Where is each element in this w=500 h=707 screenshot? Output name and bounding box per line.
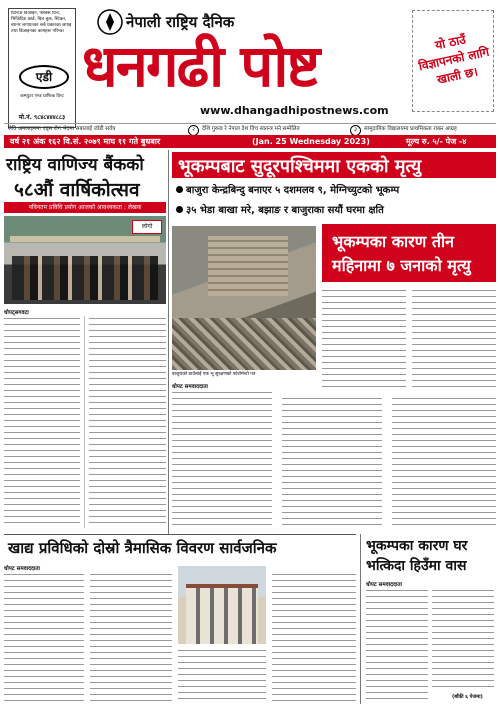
masthead-website: www.dhangadhipostnews.com: [200, 104, 389, 117]
story5-col1: [366, 588, 428, 702]
masthead-title: धनगढी पोष्ट: [82, 32, 319, 100]
story2-headline: भूकम्पबाट सुदूरपश्चिममा एकको मृत्यु: [178, 156, 422, 177]
story1: [4, 150, 166, 530]
bullet-icon: [176, 186, 183, 193]
story4-col1: [4, 572, 84, 702]
story4-col4: [272, 572, 356, 702]
story2-col2: [282, 396, 382, 528]
story1-col-divider: [84, 316, 85, 528]
motto-number-left: २: [188, 125, 199, 136]
ad-block-left: [8, 8, 76, 128]
story4-headline: खाद्य प्रविधिको दोस्रो त्रैमासिक विवरण सार्वजनिक: [8, 539, 277, 557]
story2-col3: [392, 396, 496, 528]
story1-photo-badge: लोगो: [132, 220, 162, 234]
masthead: [0, 0, 500, 130]
story2-photo: [172, 226, 316, 370]
story1-col2: [89, 316, 166, 528]
vertical-divider: [168, 150, 169, 535]
story2-photo-rubble: [172, 318, 316, 370]
story3-headline: भूकम्पका कारण तीन महिनामा ७ जनाको मृत्यु: [332, 232, 471, 275]
story2-col1: [172, 390, 272, 528]
story2-bullet1-row: [172, 182, 496, 198]
dateline-band: [4, 135, 496, 148]
story1-tag: नविनतम प्रविधि प्रयोग आजको आवश्यकता : लेखक: [4, 202, 166, 213]
story1-photo: [4, 216, 166, 304]
motto-middle: देशि गुरुत्व रे नेपाल देश विच स्वतन्त्र मने सम्मेलित: [202, 126, 300, 132]
story5-headline: भूकम्पका कारण घर भत्किदा हिउँमा वास: [366, 538, 468, 574]
motto-right: सामुदायिक विद्यालयमा प्राथमिकता राख्न आग्रह: [364, 126, 457, 132]
story1-col1: [4, 316, 80, 528]
story2-photo-caption: बाजुराको ठाउँलाई एक भू सुरक्षणको फोटोमेन्टो पत्र: [172, 372, 256, 377]
dateline-english: (Jan. 25 Wednesday 2023): [252, 137, 370, 146]
side-note: यो ठाउँ विज्ञापनको लागि खाली छ।: [417, 32, 491, 87]
story2-bullet2-row: [172, 202, 496, 218]
masthead-tagline: नेपाली राष्ट्रिय दैनिक: [126, 13, 235, 31]
story4: [4, 534, 356, 704]
story3-col1: [322, 288, 406, 390]
story2-bullet1: बाजुरा केन्द्रबिन्दु बनाएर ५ दशमलव ९, मेग्निच्युटको भूकम्प: [186, 185, 400, 196]
story1-title-line1: राष्ट्रिय वाणिज्य बैंकको: [6, 155, 144, 175]
story3-col2: [412, 288, 496, 390]
story1-title-line2: ५८औं वार्षिकोत्सव: [14, 179, 140, 201]
ad-line-1: कम्प्युटर एण्ड ग्राफिक प्रिन्ट: [20, 94, 64, 99]
motto-strip: [4, 123, 496, 135]
story4-photo-building: [186, 584, 258, 644]
story2-photo-wall: [208, 236, 288, 296]
bullet-icon: [176, 206, 183, 213]
story4-divider-top: [4, 534, 356, 535]
story5-col2: [432, 588, 494, 692]
story5-byline: धोपट समवाददाता: [366, 582, 402, 588]
story1-photo-people: [12, 256, 158, 300]
story4-col2: [90, 572, 172, 702]
dateline-volume: वर्ष २१ अंक १६२ वि.सं. २०७९ माघ ११ गते बुधबार: [10, 137, 161, 146]
ad-line-2: मो.नं. ९८४८४४४८८३: [18, 114, 66, 121]
story2: [172, 150, 496, 530]
story5-divider-left: [360, 534, 361, 704]
story2-bullet2: ३५ भेडा बाखा मरे, बझाङ र बाजुराका सयौं घरमा क्षति: [186, 205, 384, 216]
story4-byline: धोपट समवाददाता: [4, 566, 40, 572]
ad-logo: एडी: [19, 65, 69, 89]
motto-left: सेवि अनलाइनमा एड्स रोग भेदमा सबालाई जोडी सर्वत्र: [8, 126, 116, 132]
dateline-price: मूल्य रु. ५/- पेज -४: [406, 137, 467, 146]
ad-left-text: प्रिन्टिङ डिजाइन, फ्लेक्स प्रिन्ट, भिजिटिङ कार्ड, बिल बुक, स्टिकर, ब्यानर लगायतका सबै प्रकारका छपाइ तथा डिजाइनका कामहरू गरिन्छ।: [11, 11, 72, 34]
story2-byline: धोपट समवाददाता: [172, 384, 208, 390]
story1-photo-stage: [10, 236, 160, 242]
story4-photo: [178, 566, 266, 644]
story4-col3: [178, 648, 266, 702]
story5-continued: (बाँकी ६ पेजमा): [452, 694, 483, 700]
story5: [360, 534, 496, 704]
motto-number-right: ३: [350, 125, 361, 136]
story1-byline: धोपट्सगवटा: [4, 310, 29, 316]
